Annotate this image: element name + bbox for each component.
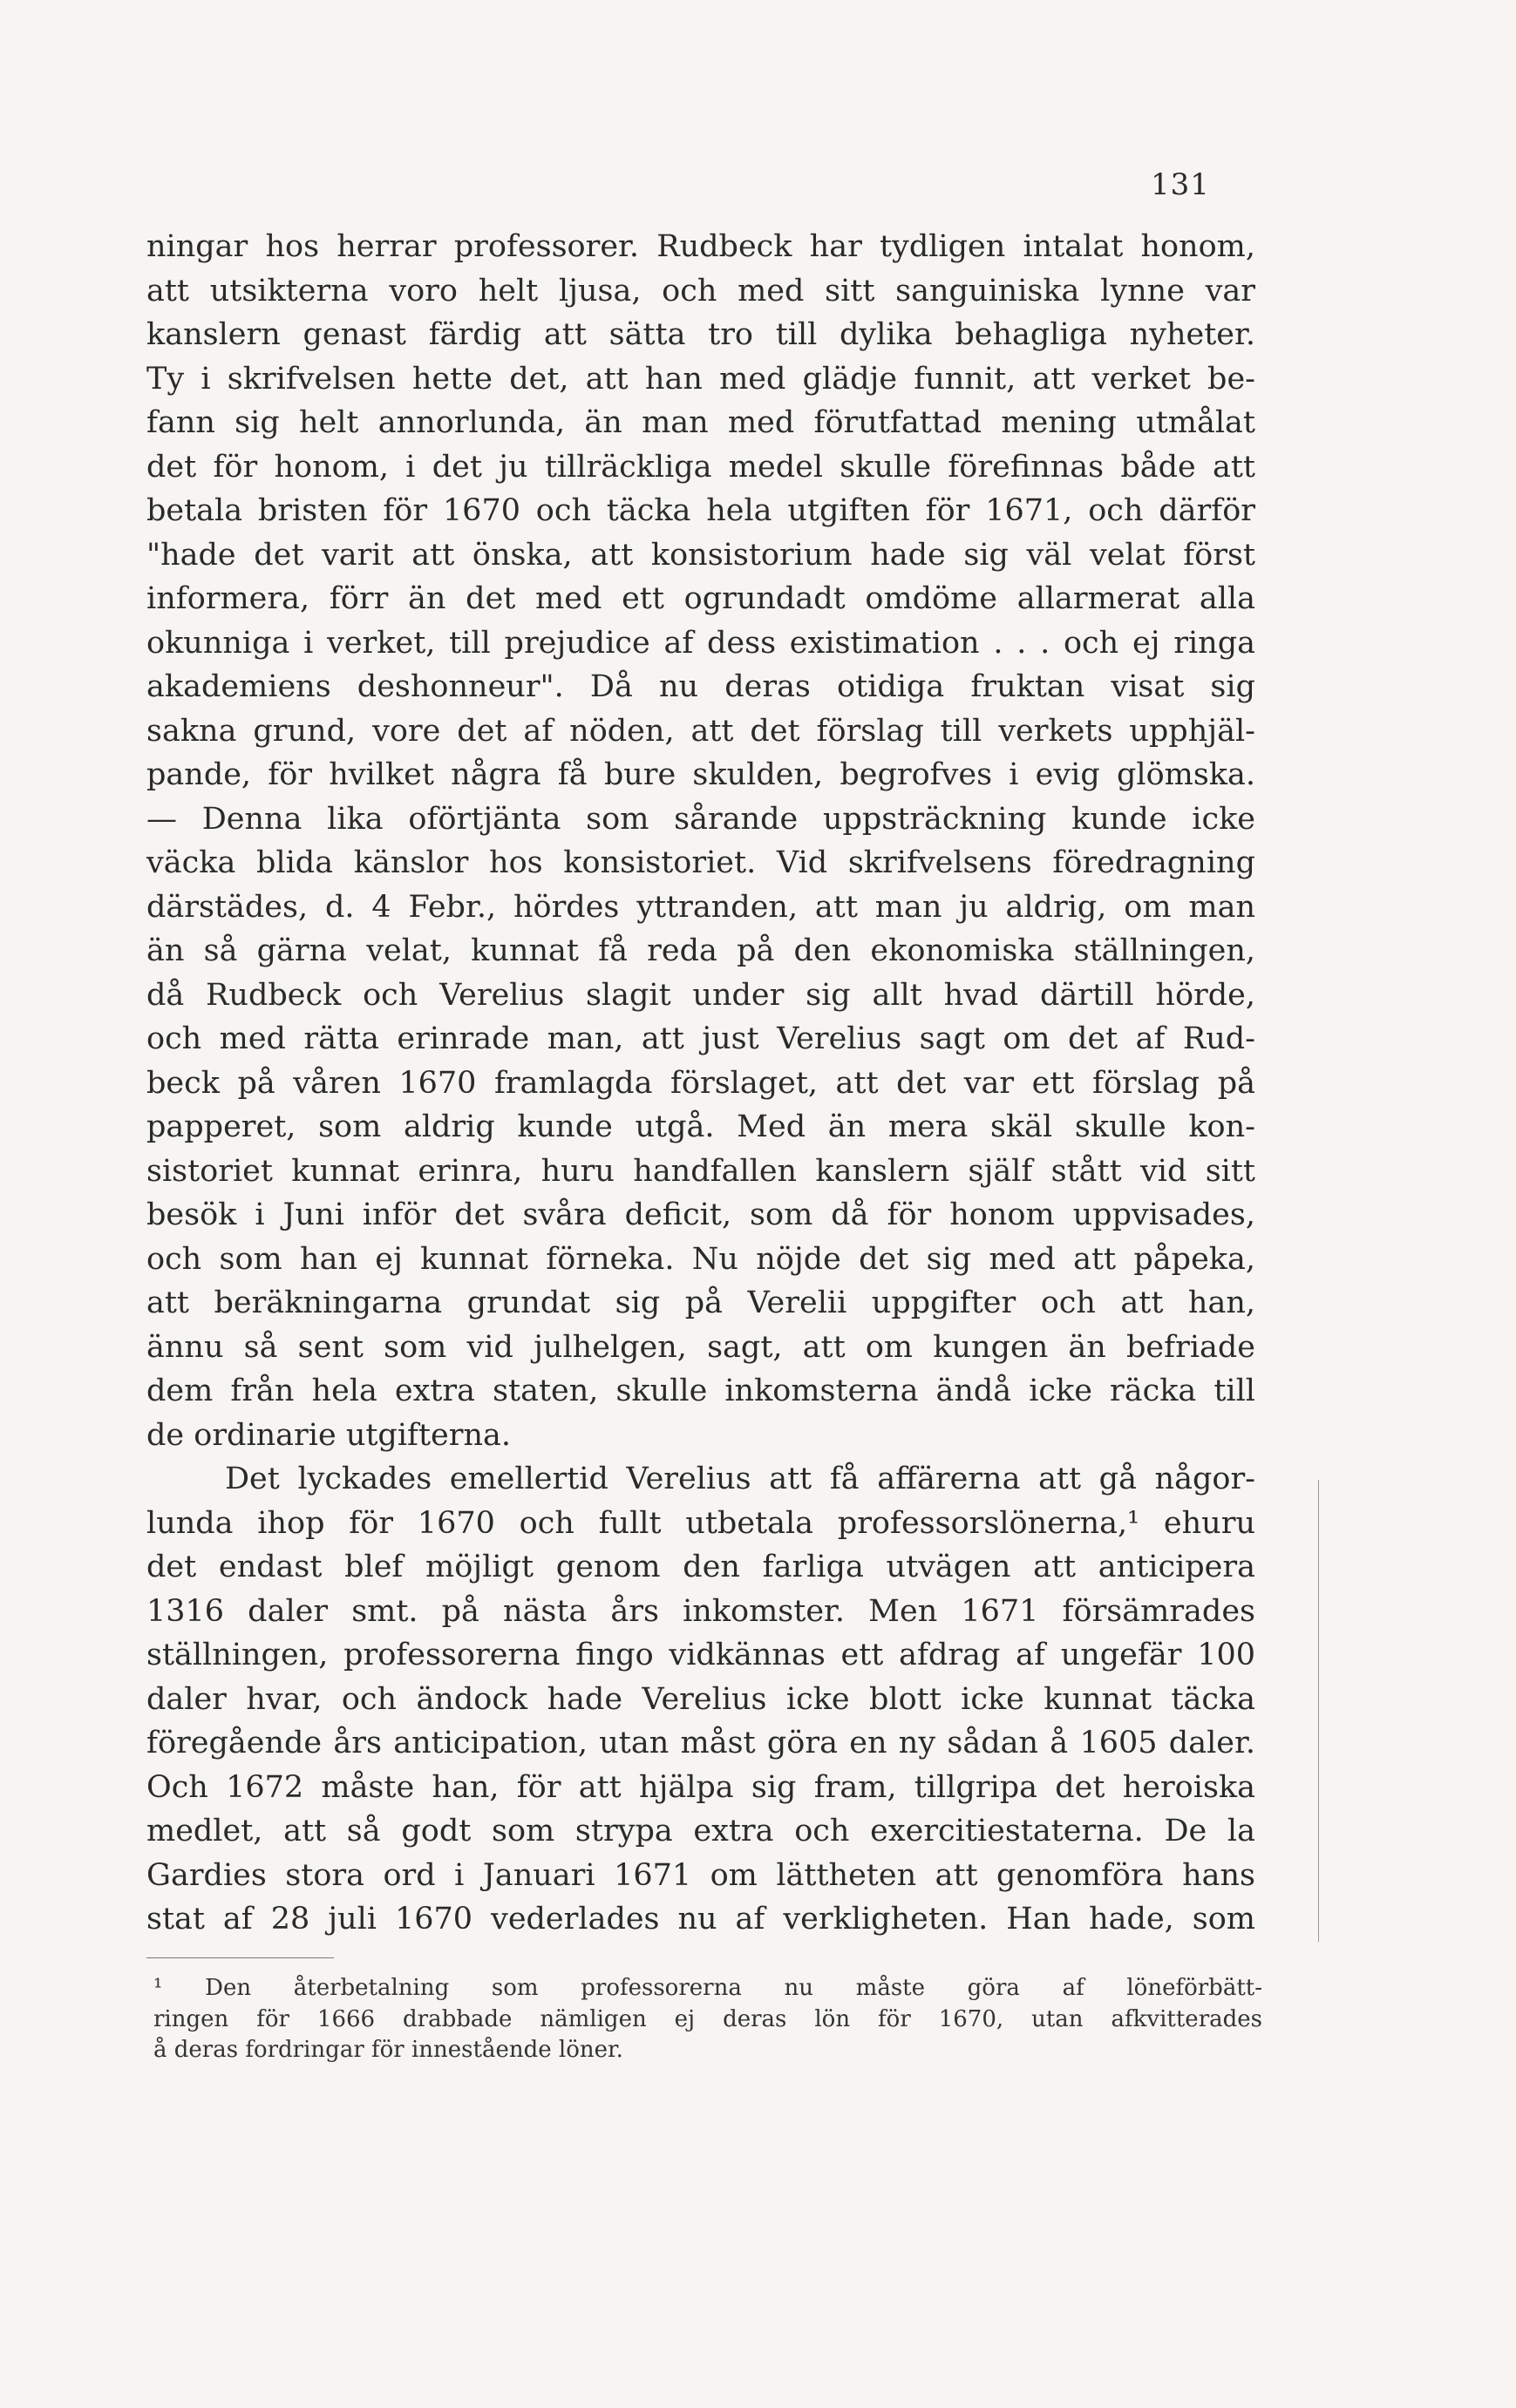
text-line: betala bristen för 1670 och täcka hela utgiften för 1671, och därför (146, 493, 1255, 528)
margin-mark (1318, 1480, 1322, 1942)
text-line: det för honom, i det ju tillräckliga medel skulle förefinnas både att (146, 449, 1255, 485)
text-line: de ordinarie utgifterna. (146, 1417, 512, 1453)
text-line: att utsikterna voro helt ljusa, och med sitt sanguiniska lynne var (146, 273, 1255, 309)
footnotes (153, 1973, 1262, 2066)
text-line: föregående års anticipation, utan måst göra en ny sådan å 1605 daler. (146, 1726, 1255, 1760)
text-line: — Denna lika oförtjänta som sårande uppsträckning kunde icke (146, 801, 1255, 837)
text-line: okunniga i verket, till prejudice af dess existimation . . . och ej ringa (146, 625, 1255, 661)
text-line: ställningen, professorerna fingo vidkännas ett afdrag af ungefär 100 (146, 1638, 1255, 1672)
text-line: sistoriet kunnat erinra, huru handfallen kanslern själf stått vid sitt (146, 1153, 1255, 1189)
text-line: därstädes, d. 4 Febr., hördes yttranden, att man ju aldrig, om man (146, 889, 1255, 925)
text-line: stat af 28 juli 1670 vederlades nu af verkligheten. Han hade, som (146, 1902, 1255, 1937)
text-line: medlet, att så godt som strypa extra och exercitiestaterna. De la (146, 1814, 1255, 1848)
text-line: Det lyckades emellertid Verelius att få affärerna att gå någor- (225, 1462, 1255, 1496)
footnote-line: å deras fordringar för innestående löner. (153, 2037, 623, 2063)
footnote-line: ¹ Den återbetalning som professorerna nu måste göra af löneförbätt- (153, 1975, 1262, 2001)
text-line: det endast blef möjligt genom den farliga utvägen att anticipera (146, 1550, 1255, 1584)
text-line: lunda ihop för 1670 och fullt utbetala professorslönerna,¹ ehuru (146, 1505, 1255, 1541)
text-line: pande, för hvilket några få bure skulden, begrofves i evig glömska. (146, 757, 1255, 792)
text-line: sakna grund, vore det af nöden, att det förslag till verkets upphjäl- (146, 713, 1255, 749)
text-line: "hade det varit att önska, att konsistorium hade sig väl velat först (146, 537, 1255, 573)
text-line: väcka blida känslor hos konsistoriet. Vid skrifvelsens föredragning (146, 845, 1255, 880)
text-line: Gardies stora ord i Januari 1671 om lättheten att genomföra hans (146, 1857, 1255, 1893)
text-line: 1316 daler smt. på nästa års inkomster. Men 1671 försämrades (146, 1593, 1255, 1629)
body-text (146, 225, 1255, 1942)
text-line: fann sig helt annorlunda, än man med förutfattad mening utmålat (146, 405, 1255, 440)
text-line: då Rudbeck och Verelius slagit under sig allt hvad därtill hörde, (146, 977, 1255, 1013)
text-line: informera, förr än det med ett ogrundadt omdöme allarmerat alla (146, 581, 1255, 616)
text-line: Och 1672 måste han, för att hjälpa sig fram, tillgripa det heroiska (146, 1769, 1255, 1805)
footnote-line: ringen för 1666 drabbade nämligen ej deras lön för 1670, utan afkvitterades (153, 2005, 1262, 2032)
text-line: Ty i skrifvelsen hette det, att han med glädje funnit, att verket be- (146, 361, 1255, 397)
text-line: och som han ej kunnat förneka. Nu nöjde det sig med att påpeka, (146, 1241, 1255, 1277)
text-line: beck på våren 1670 framlagda förslaget, att det var ett förslag på (146, 1065, 1255, 1101)
footnote-divider (146, 1957, 334, 1958)
page-number: 131 (1151, 167, 1210, 202)
text-line: och med rätta erinrade man, att just Verelius sagt om det af Rud- (146, 1021, 1255, 1056)
text-line: ningar hos herrar professorer. Rudbeck har tydligen intalat honom, (146, 229, 1255, 264)
text-line: ännu så sent som vid julhelgen, sagt, att om kungen än befriade (146, 1329, 1255, 1365)
text-line: besök i Juni inför det svåra deficit, som då för honom uppvisades, (146, 1197, 1255, 1232)
text-line: daler hvar, och ändock hade Verelius icke blott icke kunnat täcka (146, 1681, 1255, 1717)
text-line: att beräkningarna grundat sig på Verelii uppgifter och att han, (146, 1285, 1255, 1320)
text-line: papperet, som aldrig kunde utgå. Med än mera skäl skulle kon- (146, 1109, 1255, 1144)
text-line: kanslern genast färdig att sätta tro till dylika behagliga nyheter. (146, 317, 1255, 352)
text-line: än så gärna velat, kunnat få reda på den ekonomiska ställningen, (146, 933, 1255, 968)
text-line: akademiens deshonneur". Då nu deras otidiga fruktan visat sig (146, 669, 1255, 704)
text-line: dem från hela extra staten, skulle inkomsterna ändå icke räcka till (146, 1374, 1255, 1408)
